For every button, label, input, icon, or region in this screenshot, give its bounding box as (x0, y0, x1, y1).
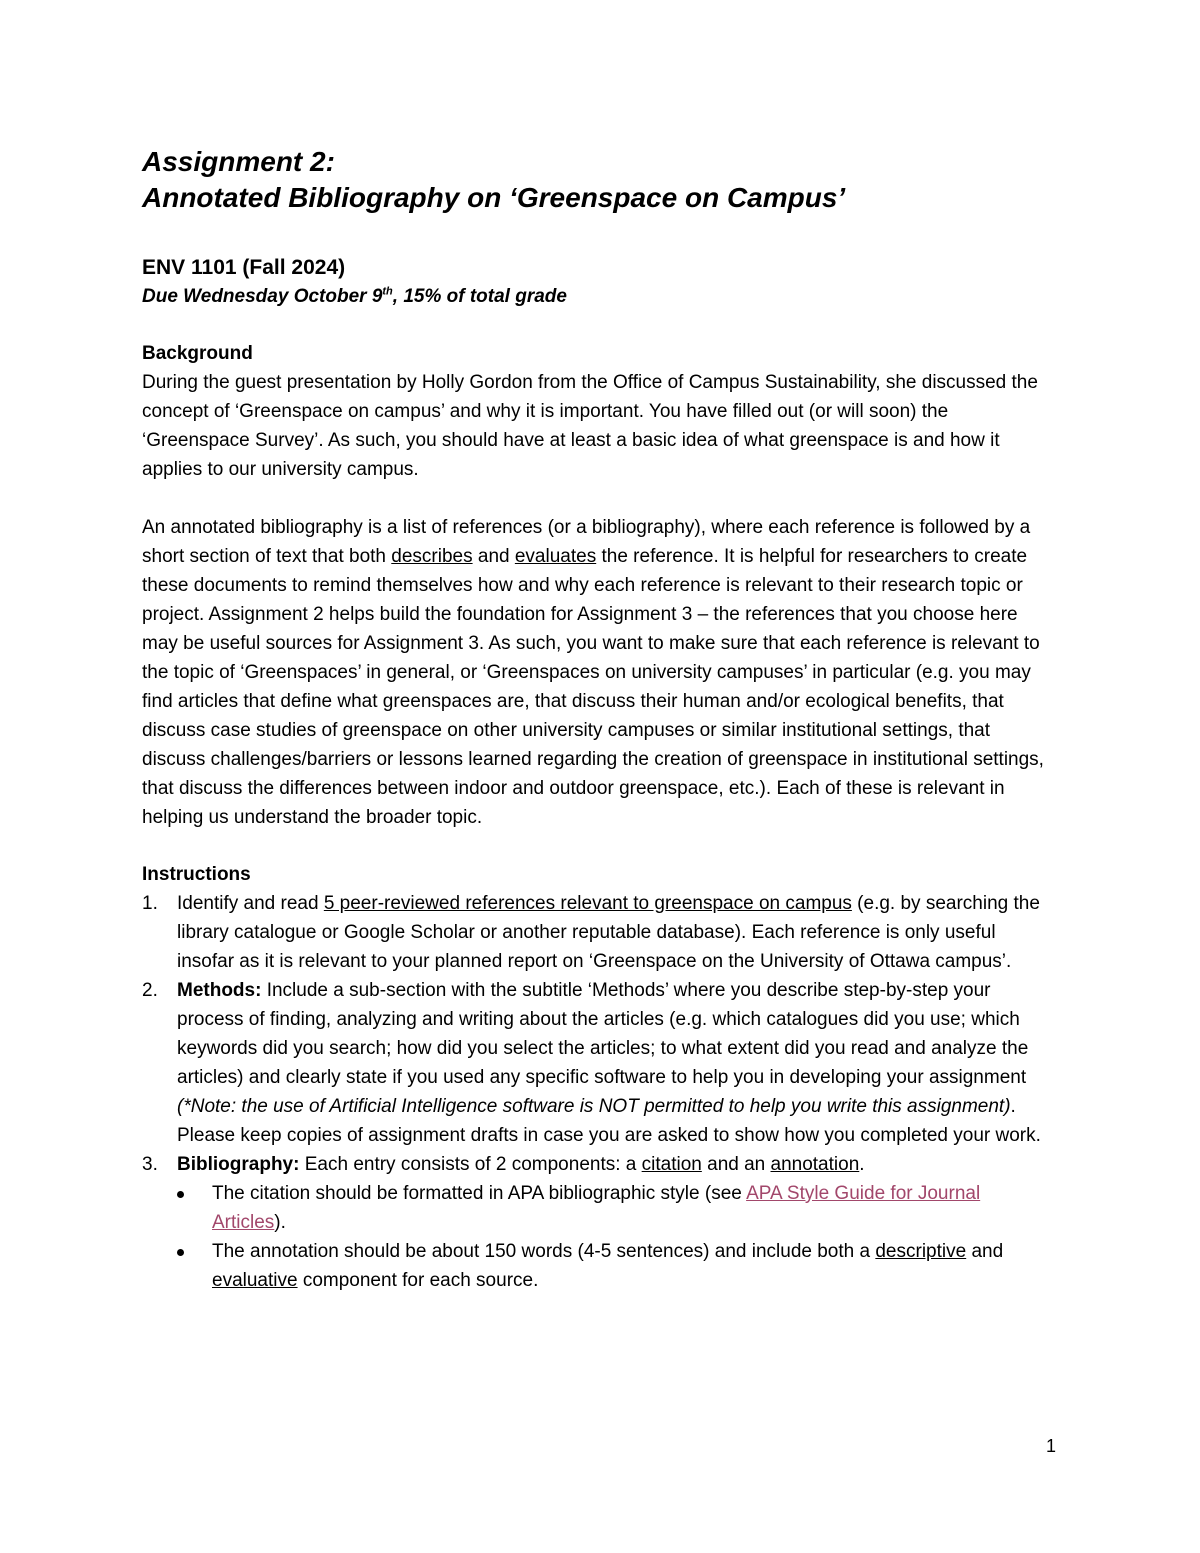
instructions-heading: Instructions (142, 864, 251, 885)
item-number: 1. (142, 893, 158, 914)
bullet-dot-icon (177, 1191, 184, 1198)
page-number: 1 (1046, 1436, 1057, 1456)
title-line-1: Assignment 2: (142, 146, 335, 177)
descriptive-term: descriptive (875, 1241, 967, 1262)
apa-style-guide-link[interactable]: APA Style Guide for Journal Articles (212, 1183, 981, 1233)
instructions-list (142, 889, 1050, 1295)
item-number: 3. (142, 1154, 158, 1175)
instruction-item-3: 3. Bibliography: Each entry consists of 2 components: a citation and an annotation. The citation should be formatted in APA bibliographic style (see APA Style Guide for Journal Articles). The annotation should be about 150 words (4-5 sentences) and include both a descriptive and evaluative component for each source. (142, 1150, 1050, 1295)
instruction-item-1: 1. Identify and read 5 peer-reviewed references relevant to greenspace on campus (e.g. by searching the library catalogue or Google Scholar or another reputable database). Each reference is only useful insofar as it is relevant to your planned report on ‘Greenspace on the University of Ottawa campus’. (142, 889, 1050, 976)
page-title (142, 144, 1050, 216)
bullet-dot-icon (177, 1249, 184, 1256)
title-line-2: Annotated Bibliography on ‘Greenspace on Campus’ (142, 182, 846, 213)
due-date: Due Wednesday October 9th, 15% of total grade (142, 285, 567, 307)
instruction-item-2: 2. Methods: Include a sub-section with the subtitle ‘Methods’ where you describe step-by-step your process of finding, analyzing and writing about the articles (e.g. which catalogues did you use; which keywords did you search; how did you select the articles; to what extent did you read and analyze the articles) and clearly state if you used any specific software to help you in developing your assignment (*Note: the use of Artificial Intelligence software is NOT permitted to help you write this assignment). Please keep copies of assignment drafts in case you are asked to show how you completed your work. (142, 976, 1050, 1150)
ai-note: (*Note: the use of Artificial Intelligence software is NOT permitted to help you write this assignment) (177, 1096, 1011, 1117)
background-paragraph-2: An annotated bibliography is a list of references (or a bibliography), where each reference is followed by a short section of text that both describes and evaluates the reference. It is helpful for researchers to create these documents to remind themselves how and why each reference is relevant to their research topic or project. Assignment 2 helps build the foundation for Assignment 3 – the references that you choose here may be useful sources for Assignment 3. As such, you want to make sure that each reference is relevant to the topic of ‘Greenspaces’ in general, or ‘Greenspaces on university campuses’ in particular (e.g. you may find articles that define what greenspaces are, that discuss their human and/or ecological benefits, that discuss case studies of greenspace on other university campuses or similar institutional settings, that discuss challenges/barriers or lessons learned regarding the creation of greenspace in institutional settings, that discuss the differences between indoor and outdoor greenspace, etc.). Each of these is relevant in helping us understand the broader topic. (142, 517, 1044, 828)
methods-label: Methods: (177, 980, 262, 1001)
annotation-term: annotation (770, 1154, 860, 1175)
evaluative-term: evaluative (212, 1270, 298, 1291)
citation-term: citation (641, 1154, 702, 1175)
item-number: 2. (142, 980, 158, 1001)
background-paragraph-1: During the guest presentation by Holly Gordon from the Office of Campus Sustainability, she discussed the concept of ‘Greenspace on campus’ and why it is important. You have filled out (or will soon) the ‘Greenspace Survey’. As such, you should have at least a basic idea of what greenspace is and how it applies to our university campus. (142, 372, 1038, 480)
references-requirement: 5 peer-reviewed references relevant to greenspace on campus (323, 893, 852, 914)
describes-term: describes (391, 546, 473, 567)
background-heading: Background (142, 343, 253, 364)
evaluates-term: evaluates (514, 546, 597, 567)
bibliography-label: Bibliography: (177, 1154, 300, 1175)
bibliography-bullets (177, 1179, 1050, 1295)
bullet-annotation-length: The annotation should be about 150 words (4-5 sentences) and include both a descriptive and evaluative component for each source. (177, 1237, 1050, 1295)
course-code: ENV 1101 (Fall 2024) (142, 256, 346, 279)
bullet-citation-format: The citation should be formatted in APA bibliographic style (see APA Style Guide for Journal Articles). (177, 1179, 1050, 1237)
